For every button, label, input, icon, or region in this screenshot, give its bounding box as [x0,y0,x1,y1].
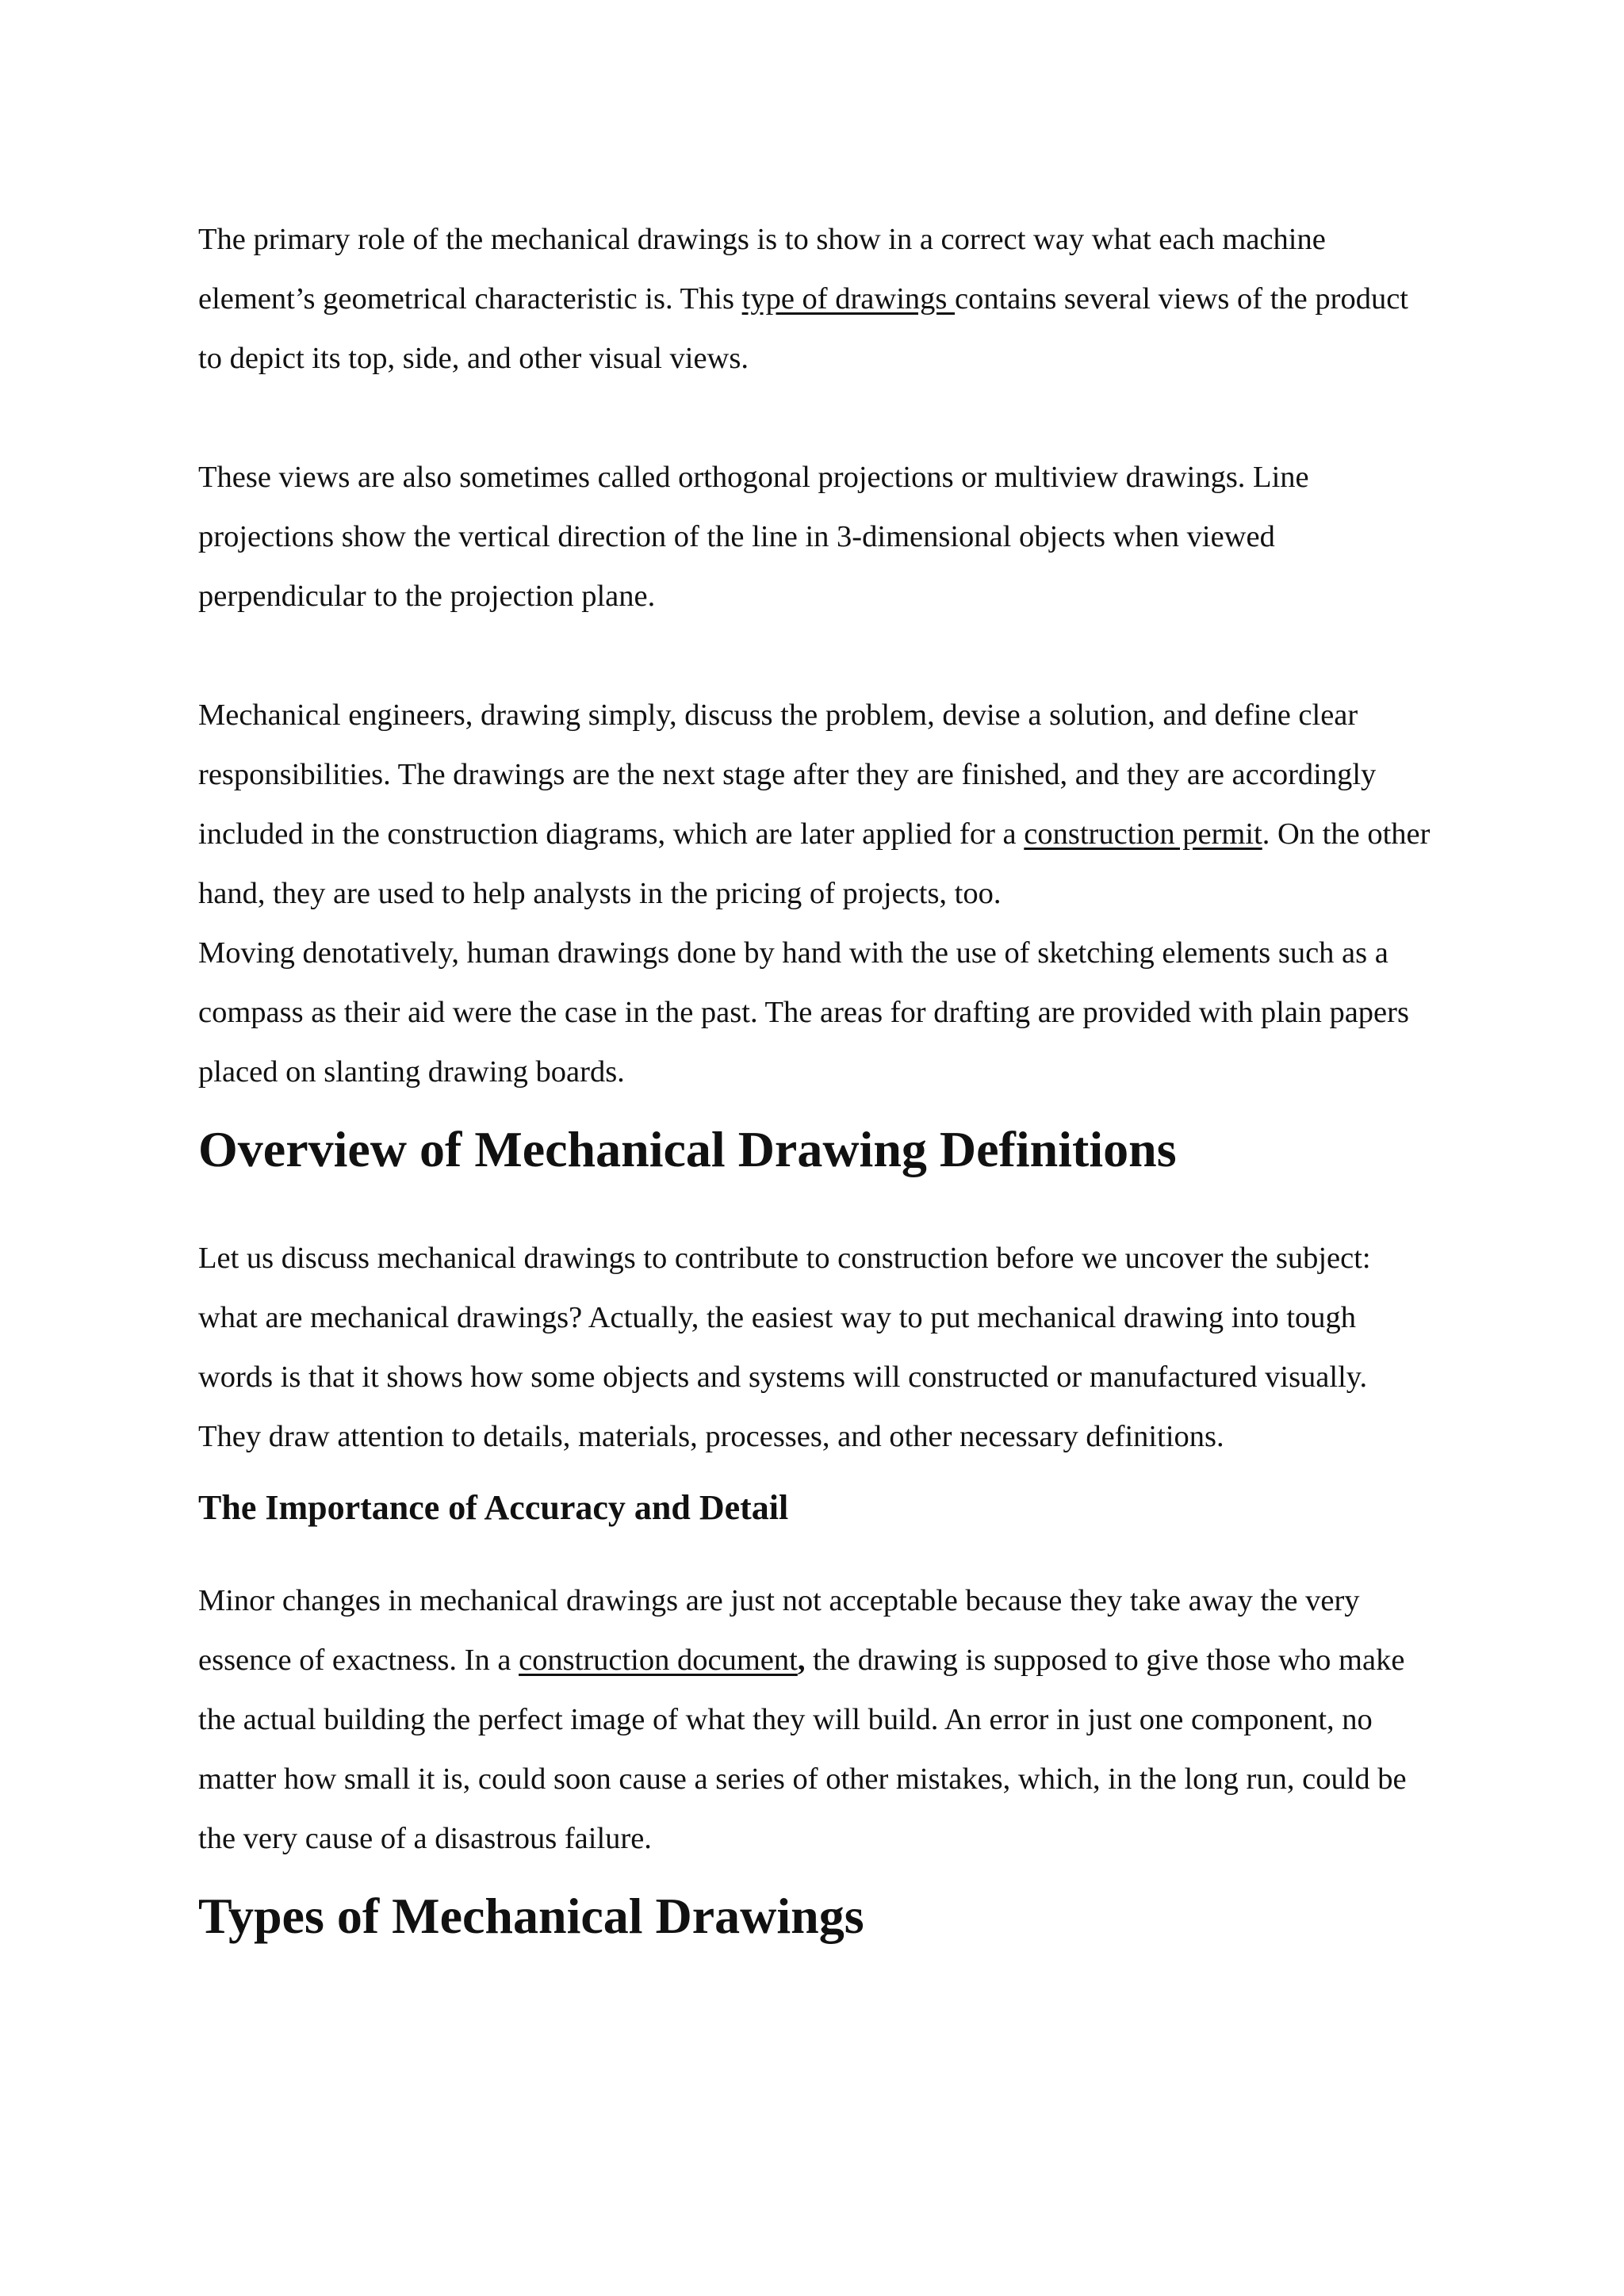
paragraph-text: Minor changes in mechanical drawings are just not acceptable because they take away the very essence of exactness. In a [198,1584,1360,1677]
paragraph-text: The primary role of the mechanical drawings is to show in a correct way what each machine element’s geometrical characteristic is. This [198,223,1326,316]
paragraph-engineers [198,686,1435,924]
document-page [198,210,1435,1948]
link-type-of-drawings[interactable]: type of drawings [741,282,955,316]
heading-overview: Overview of Mechanical Drawing Definitions [198,1121,1177,1177]
paragraph-overview: Let us discuss mechanical drawings to contribute to construction before we uncover the subject: what are mechanical drawings? Actually, the easiest way to put mechanical drawing into tough words is that it shows how some objects and systems will constructed or manufactured visually. They draw attention to details, materials, processes, and other necessary definitions. [198,1242,1371,1453]
paragraph-text: Mechanical engineers, drawing simply, discuss the problem, devise a solution, and define clear responsibilities. The drawings are the next stage after they are finished, and they are accordingly included in the construction diagrams, which are later applied for a [198,698,1377,851]
paragraph-views: These views are also sometimes called orthogonal projections or multiview drawings. Line projections show the vertical direction of the line in 3-dimensional objects when viewed perpendicular to the projection plane. [198,461,1309,613]
paragraph-text: the drawing is supposed to give those who make the actual building the perfect image of what they will build. An error in just one component, no matter how small it is, could soon cause a series of other mistakes, which, in the long run, could be the very cause of a disastrous failure. [198,1644,1407,1855]
link-construction-document[interactable]: construction document [519,1644,798,1677]
paragraph-text: contains several views of the product to depict its top, side, and other visual views. [198,282,1408,375]
paragraph-accuracy [198,1571,1435,1869]
bold-comma: , [797,1644,806,1677]
heading-importance: The Importance of Accuracy and Detail [198,1488,789,1527]
heading-types: Types of Mechanical Drawings [198,1888,864,1944]
paragraph-text: . On the other hand, they are used to help analysts in the pricing of projects, too. [198,817,1431,910]
paragraph-intro [198,210,1435,388]
paragraph-history: Moving denotatively, human drawings done by hand with the use of sketching elements such as a compass as their aid were the case in the past. The areas for drafting are provided with plain papers placed on slanting drawing boards. [198,936,1409,1089]
link-construction-permit[interactable]: construction permit [1024,817,1262,851]
